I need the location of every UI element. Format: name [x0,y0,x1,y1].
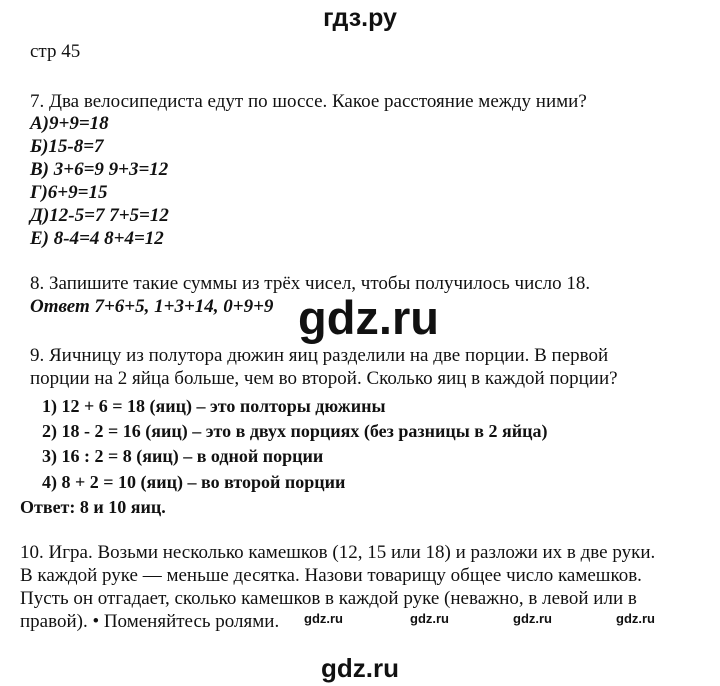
site-header-title: гдз.ру [323,4,397,32]
page-label: стр 45 [30,41,81,62]
task10-line-4: правой). • Поменяйтесь ролями. [20,611,280,632]
task9-answer: Ответ: 8 и 10 яиц. [20,497,166,517]
watermark-small-2: gdz.ru [410,611,449,626]
task7-answer-b: Б)15-8=7 [30,136,104,157]
task8-answer-label: Ответ [30,296,90,317]
task8-question: 8. Запишите такие суммы из трёх чисел, чтобы получилось число 18. [30,273,591,294]
task7-answer-a: А)9+9=18 [30,113,109,134]
task8-answer [30,295,273,319]
watermark-small-1: gdz.ru [304,611,343,626]
task9-step-1: 1) 12 + 6 = 18 (яиц) – это полторы дюжины [42,396,386,416]
task7-answer-e: Е) 8-4=4 8+4=12 [30,228,164,249]
watermark-footer: gdz.ru [321,653,399,683]
task7-answer-v: В) 3+6=9 9+3=12 [30,159,169,180]
task9-step-3: 3) 16 : 2 = 8 (яиц) – в одной порции [42,446,324,466]
task9-question-line-2: порции на 2 яйца больше, чем во второй. Сколько яиц в каждой порции? [30,368,618,389]
task9-step-4: 4) 8 + 2 = 10 (яиц) – во второй порции [42,472,346,492]
task10-line-3: Пусть он отгадает, сколько камешков в каждой руке (неважно, в левой или в [20,588,637,609]
watermark-center: gdz.ru [298,291,439,344]
task7-answer-g: Г)6+9=15 [30,182,108,203]
watermark-small-4: gdz.ru [616,611,655,626]
task10-line-1: 10. Игра. Возьми несколько камешков (12, 15 или 18) и разложи их в две руки. [20,542,656,563]
task8-answer-value: 7+6+5, 1+3+14, 0+9+9 [89,296,274,317]
task7-answer-d: Д)12-5=7 7+5=12 [30,205,169,226]
task9-question-line-1: 9. Яичницу из полутора дюжин яиц разделили на две порции. В первой [30,345,609,366]
watermark-small-3: gdz.ru [513,611,552,626]
task10-line-2: В каждой руке — меньше десятка. Назови товарищу общее число камешков. [20,565,642,586]
task9-step-2: 2) 18 - 2 = 16 (яиц) – это в двух порциях (без разницы в 2 яйца) [42,421,548,441]
task7-question: 7. Два велосипедиста едут по шоссе. Какое расстояние между ними? [30,91,587,112]
